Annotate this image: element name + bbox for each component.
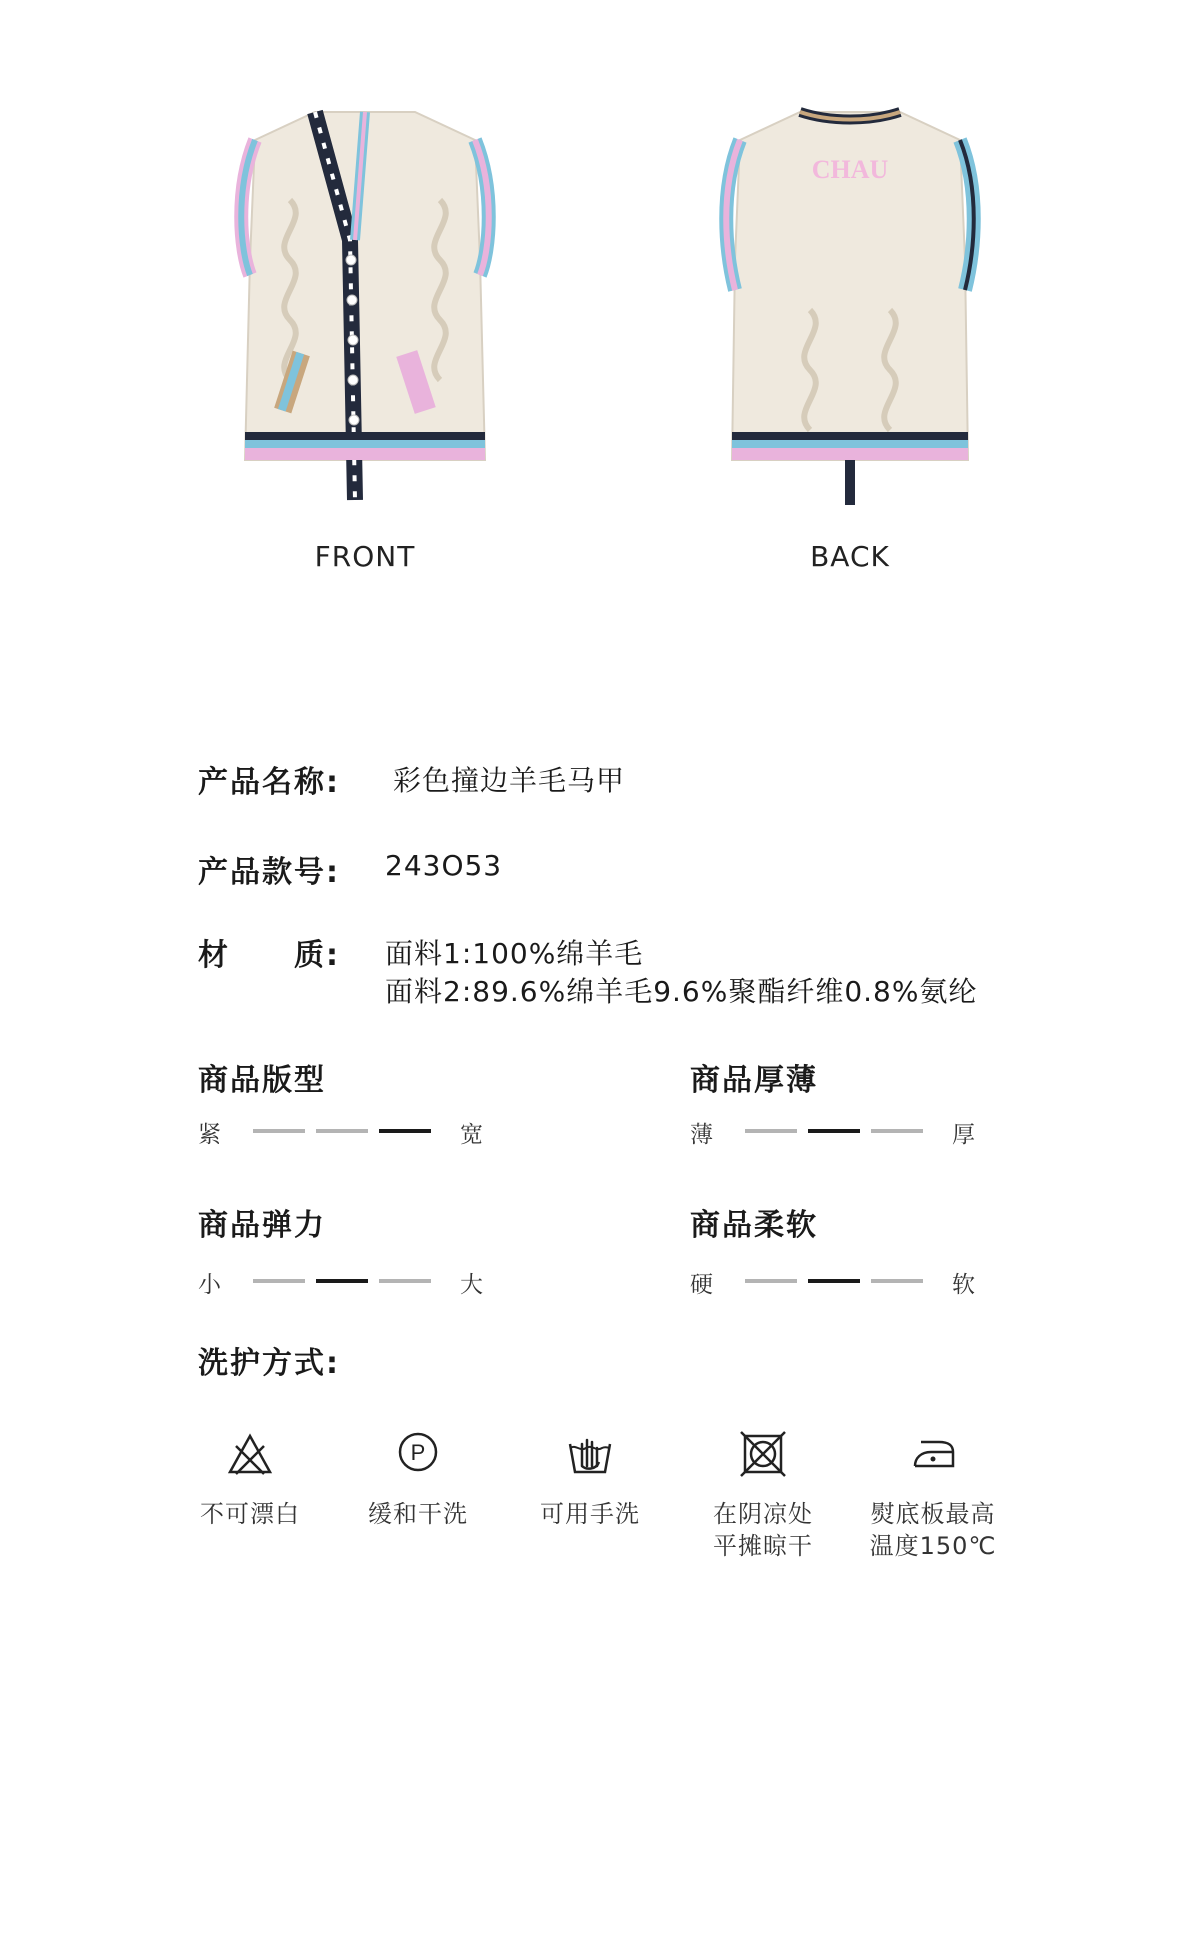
scale-title-elasticity: 商品弹力 xyxy=(198,1208,326,1243)
product-code-label: 产品款号: xyxy=(198,855,340,890)
scale-thickness-max-label: 厚 xyxy=(952,1122,975,1148)
scale-elasticity-segment xyxy=(253,1279,305,1283)
care-label xyxy=(165,1498,335,1530)
care-label xyxy=(505,1498,675,1530)
care-label xyxy=(678,1498,848,1562)
scale-elasticity-min-label: 小 xyxy=(198,1272,221,1298)
product-name-label: 产品名称: xyxy=(198,765,340,800)
gentle-dry-clean-icon xyxy=(394,1430,442,1478)
material-line-2: 面料2:89.6%绵羊毛9.6%聚酯纤维0.8%氨纶 xyxy=(385,975,978,1008)
back-chest-text: CHAU xyxy=(811,155,889,184)
care-item-hand-wash xyxy=(505,1430,675,1530)
scale-fit-max-label: 宽 xyxy=(460,1122,483,1148)
scale-thickness xyxy=(690,1116,990,1146)
scale-elasticity xyxy=(198,1266,498,1296)
care-label-line: 平摊晾干 xyxy=(713,1532,813,1560)
product-code-value: 243O53 xyxy=(385,849,503,882)
scale-title-softness: 商品柔软 xyxy=(690,1208,818,1243)
scale-elasticity-segment xyxy=(316,1279,368,1283)
front-view xyxy=(205,100,525,520)
scale-softness-min-label: 硬 xyxy=(690,1272,713,1298)
care-label xyxy=(333,1498,503,1530)
care-label-line: 可用手洗 xyxy=(540,1500,640,1528)
care-label-line: 不可漂白 xyxy=(200,1500,300,1528)
care-label-line: 温度150℃ xyxy=(869,1532,997,1560)
care-label-line: 缓和干洗 xyxy=(368,1500,468,1528)
iron-icon xyxy=(909,1430,957,1478)
scale-fit xyxy=(198,1116,498,1146)
no-bleach-icon xyxy=(226,1430,274,1478)
product-name-value: 彩色撞边羊毛马甲 xyxy=(393,764,626,797)
scale-softness xyxy=(690,1266,990,1296)
scale-thickness-segment xyxy=(871,1129,923,1133)
scale-thickness-segment xyxy=(745,1129,797,1133)
material-label: 材 质: xyxy=(198,938,340,973)
care-item-gentle-dry-clean xyxy=(333,1430,503,1530)
no-tumble-dry-icon xyxy=(739,1430,787,1478)
back-view xyxy=(690,100,1010,520)
scale-title-thickness: 商品厚薄 xyxy=(690,1063,818,1098)
scale-title-fit: 商品版型 xyxy=(198,1063,326,1098)
care-item-shade-dry xyxy=(678,1430,848,1562)
care-label-line: 在阴凉处 xyxy=(713,1500,813,1528)
care-item-no-bleach xyxy=(165,1430,335,1530)
scale-softness-max-label: 软 xyxy=(952,1272,975,1298)
hand-wash-icon xyxy=(566,1430,614,1478)
care-label xyxy=(848,1498,1018,1562)
front-label: FRONT xyxy=(314,540,416,573)
vest-front-image xyxy=(215,100,515,520)
scale-fit-min-label: 紧 xyxy=(198,1122,221,1148)
scale-thickness-min-label: 薄 xyxy=(690,1122,713,1148)
scale-softness-segment xyxy=(745,1279,797,1283)
scale-softness-segment xyxy=(808,1279,860,1283)
svg-text:P: P xyxy=(410,1440,426,1465)
scale-fit-segment xyxy=(253,1129,305,1133)
care-label-line: 熨底板最高 xyxy=(870,1500,996,1528)
scale-elasticity-segment xyxy=(379,1279,431,1283)
vest-back-image xyxy=(700,100,1000,520)
scale-softness-segment xyxy=(871,1279,923,1283)
scale-fit-segment xyxy=(316,1129,368,1133)
scale-thickness-segment xyxy=(808,1129,860,1133)
care-title: 洗护方式: xyxy=(198,1346,340,1381)
back-label: BACK xyxy=(810,540,890,573)
scale-elasticity-max-label: 大 xyxy=(460,1272,483,1298)
scale-fit-segment xyxy=(379,1129,431,1133)
care-item-iron xyxy=(848,1430,1018,1562)
material-line-1: 面料1:100%绵羊毛 xyxy=(385,937,644,970)
